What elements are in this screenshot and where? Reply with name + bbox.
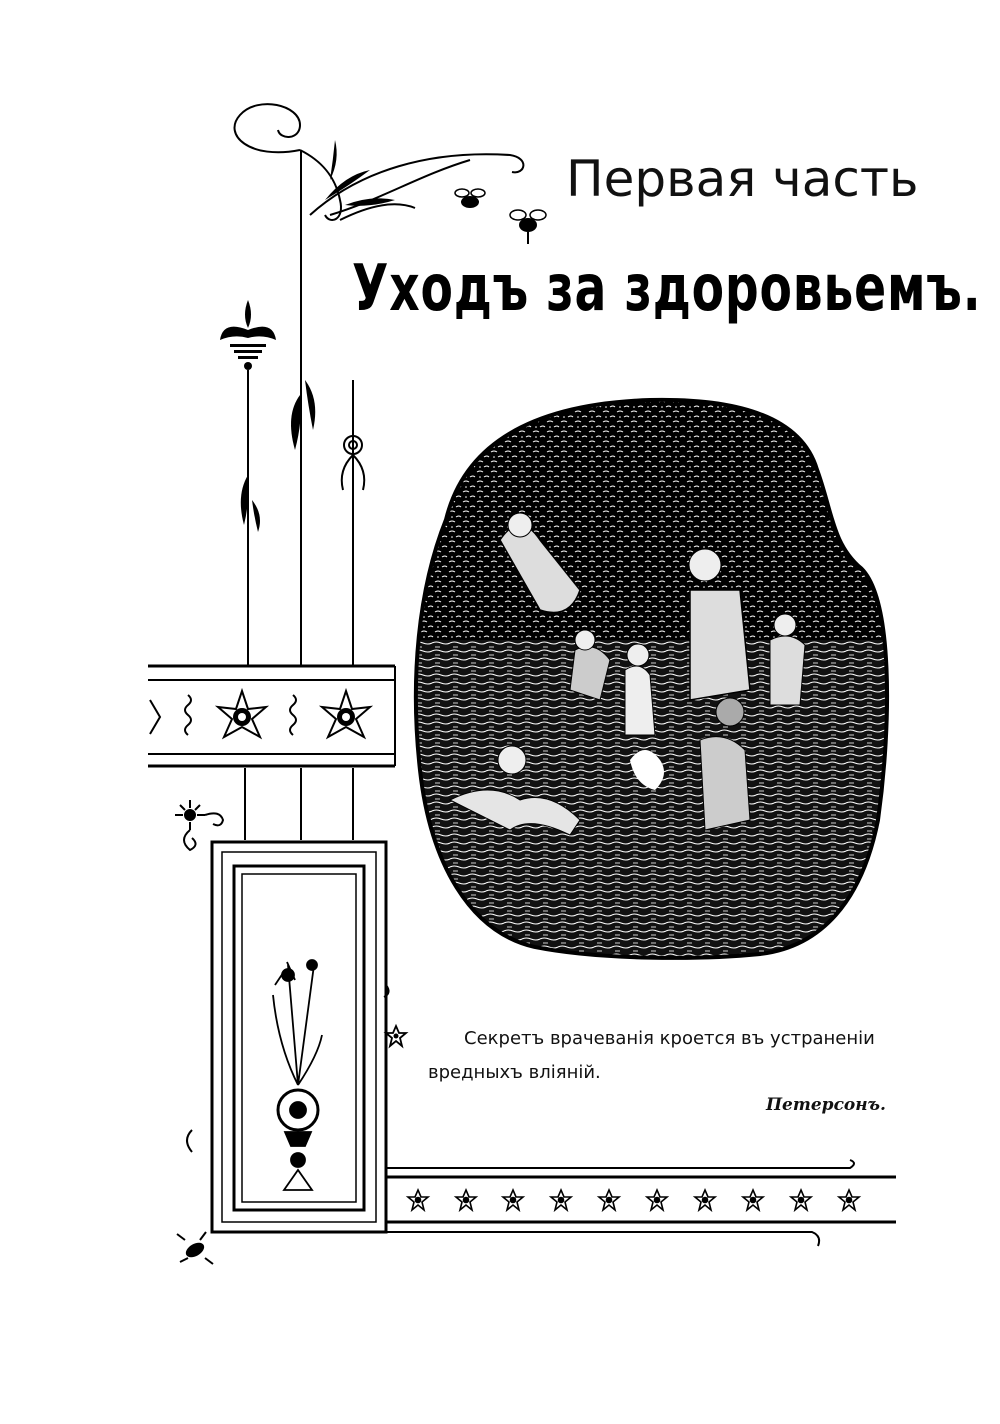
star-bullet-icon xyxy=(386,1026,406,1046)
vertical-stems xyxy=(245,150,353,840)
star-row xyxy=(408,1190,859,1210)
rosette-band xyxy=(148,666,395,766)
rosette-icon xyxy=(322,691,370,737)
bee-icon xyxy=(455,189,485,208)
vase-panel xyxy=(212,842,386,1232)
epigraph xyxy=(428,1022,928,1090)
insect-corner-icon xyxy=(177,1232,213,1264)
epigraph-line: Секретъ врачеванія кроется въ устраненіи xyxy=(464,1028,875,1049)
epigraph-line: вредныхъ вліяній. xyxy=(428,1062,601,1083)
bee-icon xyxy=(510,210,546,244)
flower-vase-icon xyxy=(273,960,322,1190)
chapter-title: Уходъ за здоровьемъ. xyxy=(352,252,982,326)
lotus-finial xyxy=(220,300,276,370)
bathing-scene-illustration xyxy=(400,395,900,970)
rosette-icon xyxy=(218,691,266,737)
part-title: Первая часть xyxy=(566,150,919,208)
epigraph-author: Петерсонъ. xyxy=(766,1095,886,1115)
